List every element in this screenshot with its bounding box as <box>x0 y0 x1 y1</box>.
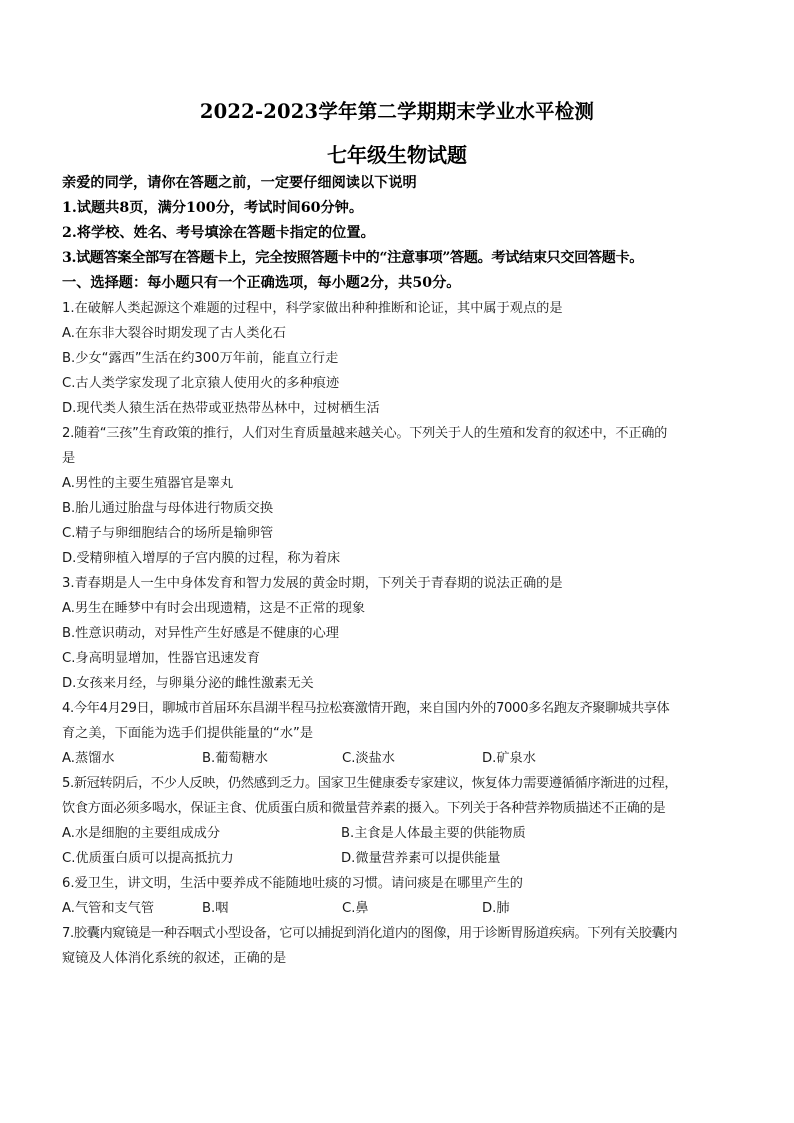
option-b: B.少女“露西”生活在约300万年前，能直立行走 <box>62 351 339 366</box>
question-stem: 1.在破解人类起源这个难题的过程中，科学家做出种种推断和论证，其中属于观点的是 <box>62 301 563 316</box>
question-6 <box>62 871 742 921</box>
option-a: A.蒸馏水 <box>62 751 115 766</box>
question-stem-cont: 窥镜及人体消化系统的叙述，正确的是 <box>62 951 287 966</box>
note-3: 3.试题答案全部写在答题卡上，完全按照答题卡中的“注意事项”答题。考试结束只交回答题卡。 <box>62 250 644 266</box>
option-d: D.女孩来月经，与卵巢分泌的雌性激素无关 <box>62 676 314 691</box>
exam-subtitle: 七年级生物试题 <box>327 143 467 167</box>
question-stem-cont: 是 <box>62 451 76 466</box>
option-a: A.男生在睡梦中有时会出现遗精，这是不正常的现象 <box>62 601 366 616</box>
option-b: B.主食是人体最主要的供能物质 <box>341 826 526 841</box>
options-row <box>62 746 742 771</box>
option-c: C.身高明显增加，性器官迅速发育 <box>62 651 261 666</box>
option-c: C.优质蛋白质可以提高抵抗力 <box>62 851 234 866</box>
question-2 <box>62 421 742 571</box>
option-c: C.鼻 <box>342 901 369 916</box>
question-4 <box>62 696 742 771</box>
question-7 <box>62 921 742 971</box>
note-1: 1.试题共8页，满分100分，考试时间60分钟。 <box>62 200 364 216</box>
note-intro: 亲爱的同学，请你在答题之前，一定要仔细阅读以下说明 <box>62 175 417 191</box>
option-d: D.微量营养素可以提供能量 <box>341 851 501 866</box>
option-d: D.受精卵植入增厚的子宫内膜的过程，称为着床 <box>62 551 341 566</box>
option-b: B.性意识萌动，对异性产生好感是不健康的心理 <box>62 626 339 641</box>
question-stem-cont: 育之美，下面能为选手们提供能量的“水”是 <box>62 726 314 741</box>
options-row <box>62 846 742 871</box>
option-d: D.肺 <box>482 901 510 916</box>
option-c: C.精子与卵细胞结合的场所是输卵管 <box>62 526 274 541</box>
option-a: A.气管和支气管 <box>62 901 155 916</box>
option-b: B.胎儿通过胎盘与母体进行物质交换 <box>62 501 274 516</box>
question-stem: 2.随着“三孩”生育政策的推行，人们对生育质量越来越关心。下列关于人的生殖和发育的叙述中，不正确的 <box>62 426 667 441</box>
option-c: C.古人类学家发现了北京猿人使用火的多种痕迹 <box>62 376 340 391</box>
options-row <box>62 896 742 921</box>
question-stem: 3.青春期是人一生中身体发育和智力发展的黄金时期，下列关于青春期的说法正确的是 <box>62 576 563 591</box>
question-3 <box>62 571 742 696</box>
exam-content <box>62 171 742 971</box>
question-stem: 4.今年4月29日，聊城市首届环东昌湖半程马拉松赛激情开跑，来自国内外的7000多名跑友齐聚聊城共享体 <box>62 701 670 716</box>
option-c: C.淡盐水 <box>342 751 395 766</box>
option-d: D.现代类人猿生活在热带或亚热带丛林中，过树栖生活 <box>62 401 380 416</box>
option-a: A.水是细胞的主要组成成分 <box>62 826 221 841</box>
note-2: 2.将学校、姓名、考号填涂在答题卡指定的位置。 <box>62 225 375 241</box>
option-b: B.葡萄糖水 <box>202 751 268 766</box>
option-d: D.矿泉水 <box>482 751 536 766</box>
question-5 <box>62 771 742 871</box>
option-a: A.在东非大裂谷时期发现了古人类化石 <box>62 326 286 341</box>
option-a: A.男性的主要生殖器官是睾丸 <box>62 476 234 491</box>
section-heading: 一、选择题：每小题只有一个正确选项，每小题2分，共50分。 <box>62 275 461 291</box>
question-stem: 7.胶囊内窥镜是一种吞咽式小型设备，它可以捕捉到消化道内的图像，用于诊断胃肠道疾病。下列有关胶囊内 <box>62 926 678 941</box>
question-stem: 5.新冠转阴后，不少人反映，仍然感到乏力。国家卫生健康委专家建议，恢复体力需要遵循循序渐进的过程， <box>62 776 678 791</box>
option-b: B.咽 <box>202 901 229 916</box>
exam-title: 2022-2023学年第二学期期末学业水平检测 <box>199 100 595 123</box>
question-stem-cont: 饮食方面必须多喝水，保证主食、优质蛋白质和微量营养素的摄入。下列关于各种营养物质描述不正确的是 <box>62 801 666 816</box>
question-1 <box>62 296 742 421</box>
question-stem: 6.爱卫生，讲文明，生活中要养成不能随地吐痰的习惯。请问痰是在哪里产生的 <box>62 876 523 891</box>
options-row <box>62 821 742 846</box>
